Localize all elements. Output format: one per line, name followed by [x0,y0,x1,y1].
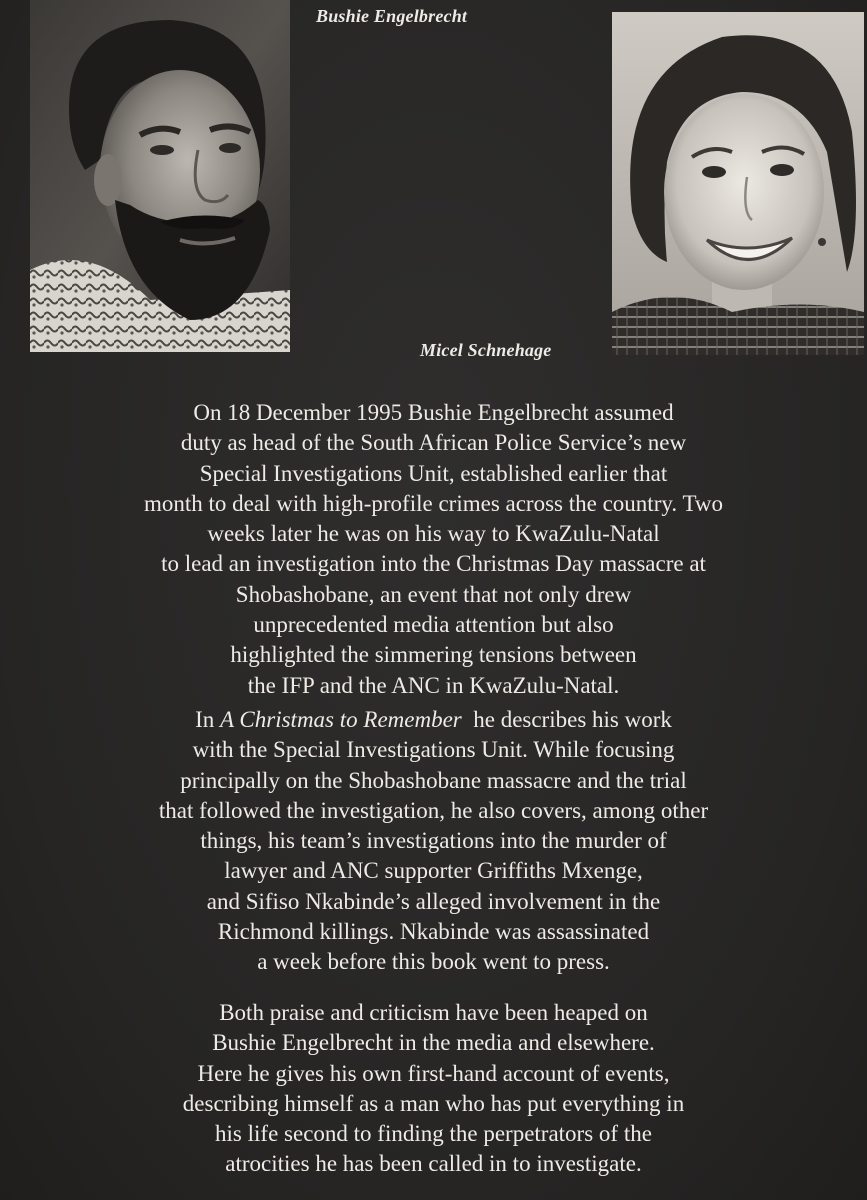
blurb-line: describing himself as a man who has put everything in [182,1090,685,1116]
blurb-line: Both praise and criticism have been heaped on [219,1000,648,1025]
blurb-line: a week before this book went to press. [257,949,610,975]
blurb-line: Special Investigations Unit, established earlier that [199,460,668,486]
blurb-line: to lead an investigation into the Christmas Day massacre at [161,551,706,577]
book-title: A Christmas to Remember [220,707,462,732]
blurb-line: On 18 December 1995 Bushie Engelbrecht assumed [193,400,674,425]
blurb-text: he describes his work [461,707,672,732]
caption-micel-schnehage: Micel Schnehage [420,340,552,360]
blurb-line: principally on the Shobashobane massacre and the trial [180,767,687,793]
author-photo-micel [612,12,864,355]
portrait-man-image [30,0,290,352]
blurb-paragraph-3 [60,998,807,1180]
blurb-line: weeks later he was on his way to KwaZulu-Natal [207,521,660,547]
blurb-line: atrocities he has been called in to investigate. [225,1151,642,1177]
blurb-line: duty as head of the South African Police Service’s new [180,430,687,456]
blurb-line: the IFP and the ANC in KwaZulu-Natal. [247,672,620,698]
blurb-paragraph-1 [60,398,807,701]
blurb-line: that followed the investigation, he also covers, among other [158,797,709,823]
portrait-woman-image [612,12,864,355]
blurb-line: and Sifiso Nkabinde’s alleged involvement in the [206,888,661,914]
blurb-line: highlighted the simmering tensions between [230,642,637,668]
blurb-paragraph-2 [60,705,807,978]
caption-bushie-engelbrecht: Bushie Engelbrecht [316,6,468,26]
blurb-line: his life second to finding the perpetrators of the [215,1121,652,1147]
blurb-line: things, his team’s investigations into the murder of [200,828,667,854]
blurb-text: In [195,707,221,732]
blurb-line: with the Special Investigations Unit. While focusing [192,737,675,763]
blurb-line: Richmond killings. Nkabinde was assassinated [217,919,650,945]
blurb-line-with-title [60,705,807,735]
blurb-line: month to deal with high-profile crimes across the country. Two [143,490,723,516]
blurb-line: unprecedented media attention but also [253,612,614,638]
blurb-line: Here he gives his own first-hand account of events, [197,1060,670,1086]
blurb-line: Bushie Engelbrecht in the media and elsewhere. [212,1030,655,1056]
blurb-line: lawyer and ANC supporter Griffiths Mxenge, [224,858,643,884]
author-photo-bushie [30,0,290,352]
blurb-line: Shobashobane, an event that not only drew [235,581,632,607]
